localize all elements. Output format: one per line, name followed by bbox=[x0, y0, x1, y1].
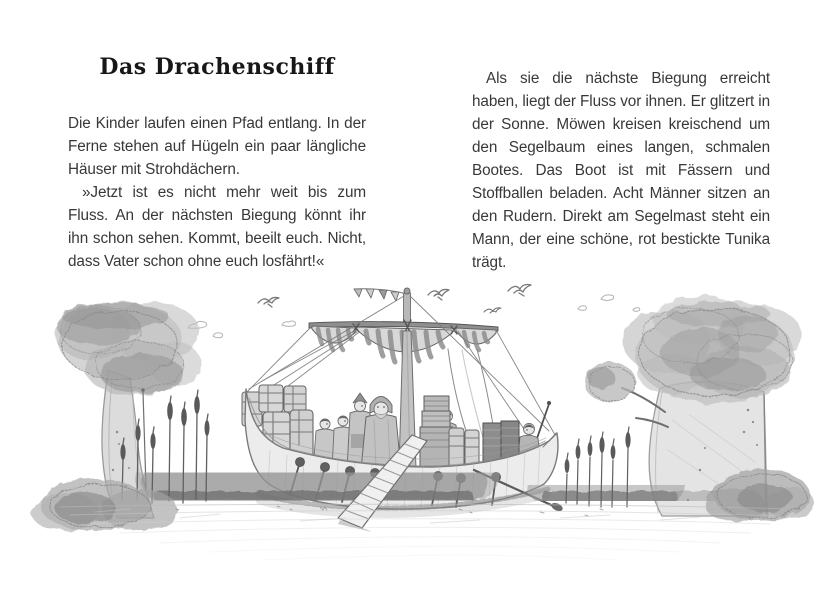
paragraph: Die Kinder laufen einen Pfad entlang. In der Ferne stehen auf Hügeln ein paar längliche Häuser mit Strohdächern. bbox=[68, 115, 366, 178]
seagull bbox=[428, 289, 449, 300]
right-tree-branch-tuft bbox=[584, 362, 636, 402]
right-tree-canopy bbox=[624, 296, 802, 403]
paragraph: »Jetzt ist es nicht mehr weit bis zum Fluss. An der nächsten Biegung könnt ihr ihn schon sehen. Kommt, beeilt euch. Nicht, dass Vater schon ohne euch losfährt!« bbox=[68, 184, 366, 270]
barrel bbox=[259, 385, 283, 412]
left-tree-canopy bbox=[54, 302, 201, 396]
paragraph: Als sie die nächste Biegung erreicht haben, liegt der Fluss vor ihnen. Er glitzert in der Sonne. Möwen kreisen kreischend um den Segelbaum eines langen, schmalen Bootes. Das Boot ist mit Fässern und Stoffballen beladen. Acht Männer sitzen an den Rudern. Direkt am Segelmast steht ein Mann, der eine schöne, rot bestickte Tunika trägt. bbox=[472, 70, 770, 271]
seagull bbox=[508, 285, 531, 297]
chapter-title: Das Drachenschiff bbox=[99, 54, 335, 80]
barrel bbox=[284, 386, 306, 412]
seagull bbox=[484, 308, 501, 313]
seagull bbox=[258, 297, 279, 307]
